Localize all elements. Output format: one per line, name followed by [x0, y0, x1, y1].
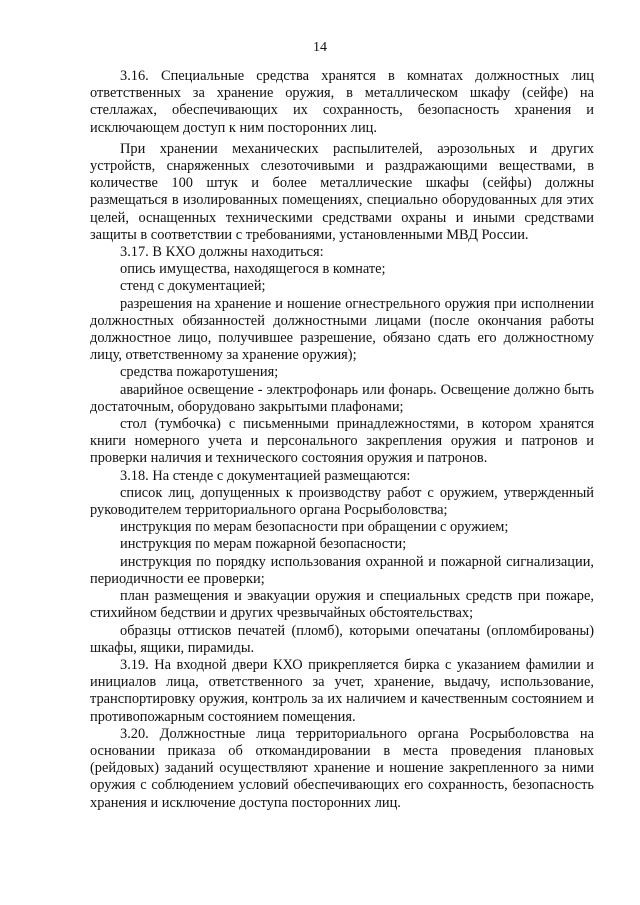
list-item: стенд с документацией;	[120, 278, 266, 295]
paragraph-3-20: 3.20. Должностные лица территориального органа Росрыболовства на основании приказа об откомандировании в места проведения плановых (рейдовых) заданий осуществляют хранение и ношение закрепленного за ними оружия с соблюдением условий обеспечивающих его сохранность, безопасность хранения и исключение доступа посторонних лиц.	[90, 725, 594, 811]
page-body	[90, 68, 594, 812]
list-item: разрешения на хранение и ношение огнестрельного оружия при исполнении должностных обязанностей должностными лицами (после окончания работы должностное лицо, получившее разрешение, обязано сдать его должностному лицу, ответственному за хранение оружия);	[90, 295, 594, 364]
list-item: инструкция по порядку использования охранной и пожарной сигнализации, периодичности ее проверки;	[90, 553, 594, 587]
paragraph-3-17: 3.17. В КХО должны находиться:	[120, 244, 324, 261]
paragraph-3-18: 3.18. На стенде с документацией размещаются:	[120, 467, 411, 484]
paragraph-aerosol-storage: При хранении механических распылителей, аэрозольных и других устройств, снаряженных слезоточивыми и раздражающими веществами, в количестве 100 штук и более металлические шкафы (сейфы) должны размещаться в изолированных помещениях, специально оборудованных для этих целей, оснащенных техническими средствами охраны и иными средствами защиты в соответствии с требованиями, установленными МВД России.	[90, 140, 594, 243]
list-item: образцы оттисков печатей (пломб), которыми опечатаны (опломбированы) шкафы, ящики, пирамиды.	[90, 622, 594, 656]
list-item: аварийное освещение - электрофонарь или фонарь. Освещение должно быть достаточным, оборудовано закрытыми плафонами;	[90, 381, 594, 415]
list-item: средства пожаротушения;	[120, 364, 279, 381]
paragraph-3-16: 3.16. Специальные средства хранятся в комнатах должностных лиц ответственных за хранение оружия, в металлическом шкафу (сейфе) на стеллажах, обеспечивающих их сохранность, безопасность хранения и исключающем доступ к ним посторонних лиц.	[90, 68, 594, 136]
paragraph-3-19: 3.19. На входной двери КХО прикрепляется бирка с указанием фамилии и инициалов лица, ответственного за учет, хранение, выдачу, использование, транспортировку оружия, контроль за их наличием и качественным состоянием и противопожарным состоянием помещения.	[90, 656, 594, 725]
list-item: инструкция по мерам пожарной безопасности;	[120, 536, 407, 553]
list-item: стол (тумбочка) с письменными принадлежностями, в котором хранятся книги номерного учета и персонального закрепления оружия и патронов и проверки наличия и технического состояния оружия и патронов.	[90, 416, 594, 467]
list-item: опись имущества, находящегося в комнате;	[120, 261, 386, 278]
page-number: 14	[313, 40, 327, 55]
list-item: список лиц, допущенных к производству работ с оружием, утвержденный руководителем территориального органа Росрыболовства;	[90, 484, 594, 519]
list-item: инструкция по мерам безопасности при обращении с оружием;	[120, 519, 509, 536]
list-item: план размещения и эвакуации оружия и специальных средств при пожаре, стихийном бедствии и других чрезвычайных обстоятельствах;	[90, 588, 594, 622]
